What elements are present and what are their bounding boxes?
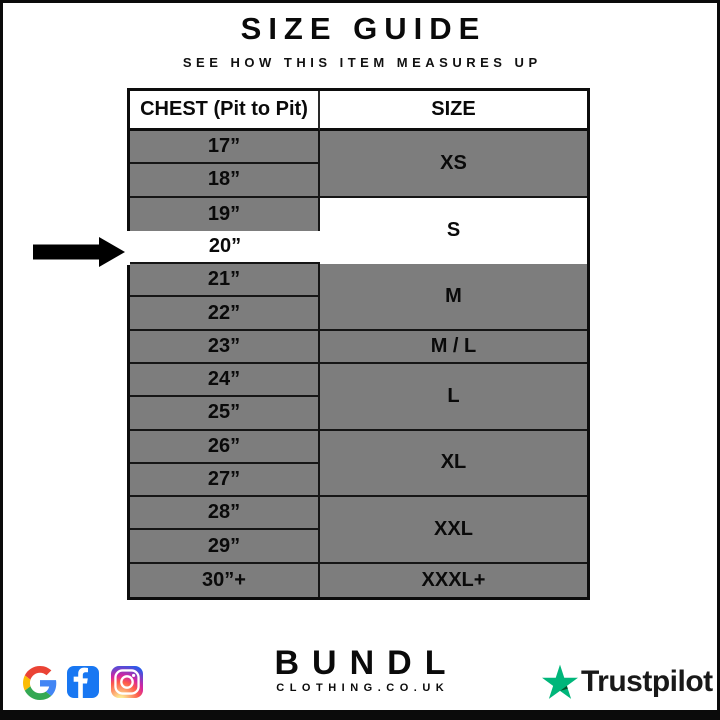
chest-cell: 17” [130, 131, 320, 164]
page-subtitle: SEE HOW THIS ITEM MEASURES UP [182, 55, 542, 70]
size-cell: M [320, 264, 587, 331]
chest-cell: 25” [130, 397, 320, 430]
page-title: SIZE GUIDE [240, 11, 487, 46]
size-cell: XXL [320, 497, 587, 564]
brand-name: BUNDL [274, 644, 459, 682]
chest-cell: 26” [130, 431, 320, 464]
highlight-border-gap [127, 231, 130, 265]
brand-domain: CLOTHING.CO.UK [276, 682, 450, 694]
chest-cell: 27” [130, 464, 320, 497]
chest-cell: 18” [130, 164, 320, 197]
trustpilot-logo [542, 663, 713, 701]
size-cell: S [320, 198, 587, 265]
chest-cell: 24” [130, 364, 320, 397]
chest-cell: 30”+ [130, 564, 320, 597]
chest-cell: 28” [130, 497, 320, 530]
size-cell: XL [320, 431, 587, 498]
trustpilot-star-icon [542, 664, 578, 700]
highlight-arrow-icon [33, 237, 125, 267]
chest-cell: 29” [130, 530, 320, 563]
table-header-size: SIZE [320, 91, 587, 131]
chest-cell: 19” [130, 198, 320, 231]
trustpilot-label: Trustpilot [581, 665, 713, 698]
size-cell: XXXL+ [320, 564, 587, 597]
size-table [127, 88, 590, 600]
size-cell: XS [320, 131, 587, 198]
size-cell: M / L [320, 331, 587, 364]
chest-cell: 22” [130, 297, 320, 330]
chest-cell: 20” [130, 231, 320, 264]
chest-cell: 23” [130, 331, 320, 364]
chest-cell: 21” [130, 264, 320, 297]
size-cell: L [320, 364, 587, 431]
table-header-chest: CHEST (Pit to Pit) [130, 91, 320, 131]
